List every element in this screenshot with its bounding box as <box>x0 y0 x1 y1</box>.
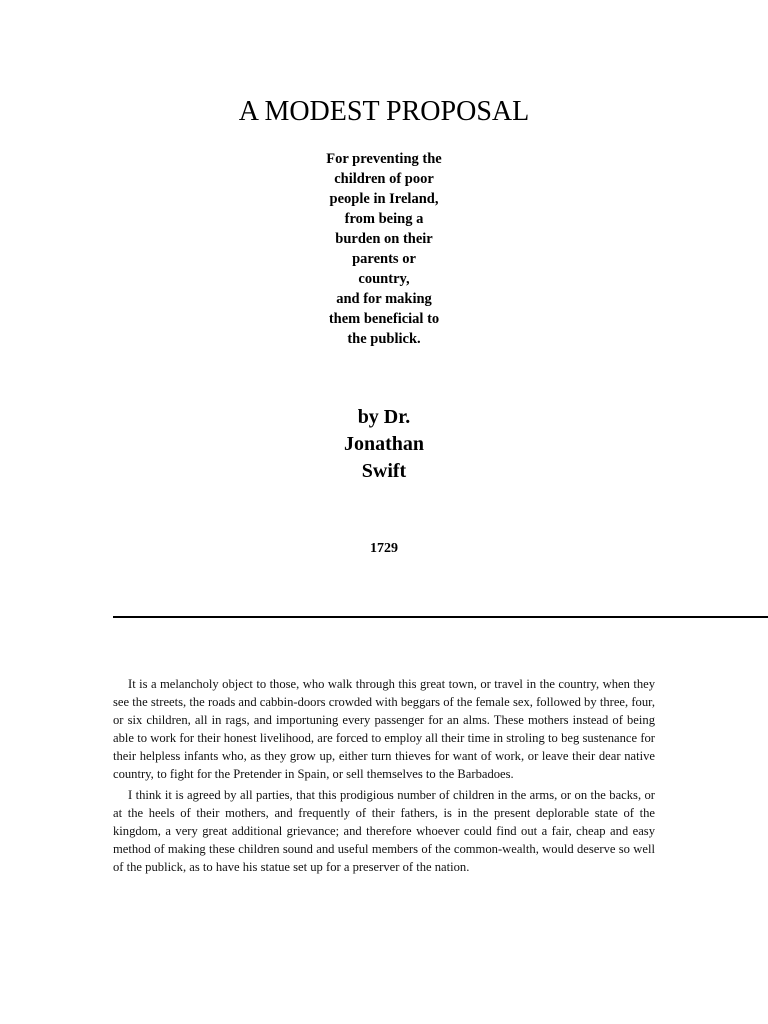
subtitle-line: the publick. <box>347 331 421 347</box>
subtitle-line: For preventing the <box>326 151 442 167</box>
subtitle-line: parents or <box>352 251 416 267</box>
paragraph: I think it is agreed by all parties, that this prodigious number of children in the arms, or on the backs, or at the heels of their mothers, and frequently of their fathers, is in the present deplorable state of the kingdom, a very great additional grievance; and therefore whoever could find out a fair, cheap and easy method of making these children sound and useful members of the common-wealth, would deserve so well of the publick, as to have his statue set up for a preserver of the nation. <box>113 788 655 875</box>
subtitle-line: country, <box>358 271 410 287</box>
subtitle-line: them beneficial to <box>328 311 440 327</box>
byline-line: Swift <box>361 460 407 482</box>
publication-year: 1729 <box>370 541 398 556</box>
byline-line: Jonathan <box>343 433 425 455</box>
byline-line: by Dr. <box>357 406 411 428</box>
paragraph: It is a melancholy object to those, who walk through this great town, or travel in the country, when they see the streets, the roads and cabbin-doors crowded with beggars of the female sex, followed by three, four, or six children, all in rags, and importuning every passenger for an alms. These mothers instead of being able to work for their honest livelihood, are forced to employ all their time in stroling to beg sustenance for their helpless infants who, as they grow up, either turn thieves for want of work, or leave their dear native country, to fight for the Pretender in Spain, or sell themselves to the Barbadoes. <box>113 677 655 781</box>
body-text <box>113 676 655 881</box>
horizontal-divider <box>113 616 768 618</box>
subtitle-line: children of poor <box>334 171 434 187</box>
page-title: A MODEST PROPOSAL <box>238 96 530 127</box>
author-byline <box>284 404 484 485</box>
subtitle-line: burden on their <box>335 231 433 247</box>
subtitle <box>284 149 484 349</box>
subtitle-line: from being a <box>344 211 424 227</box>
subtitle-line: people in Ireland, <box>329 191 439 207</box>
subtitle-line: and for making <box>336 291 432 307</box>
